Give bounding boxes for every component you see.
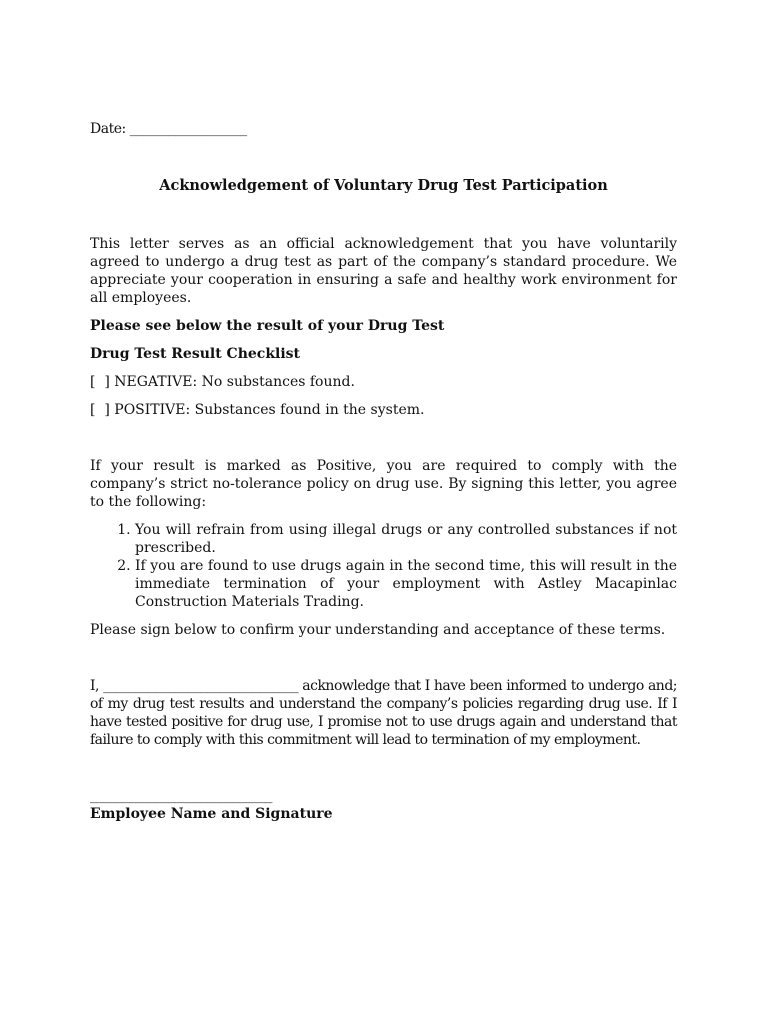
term-item-termination: 2. If you are found to use drugs again in the second time, this will result in the immediate termination of your employment with Astley Macapinlac Construction Materials Trading. [135, 557, 677, 611]
signature-line: ____________________________ [90, 788, 272, 804]
letter-body [90, 120, 677, 823]
positive-paragraph: If your result is marked as Positive, you are required to comply with the company’s strict no-tolerance policy on drug use. By signing this letter, you agree to the following: [90, 458, 677, 510]
result-heading: Please see below the result of your Drug Test [90, 318, 445, 334]
date-field: Date: __________________ [90, 121, 247, 137]
acknowledgement-paragraph: I, ______________________________ acknowledge that I have been informed to undergo and; of my drug test results and understand the company’s policies regarding drug use. If I have tested positive for drug use, I promise not to use drugs again and understand that failure to comply with this commitment will lead to termination of my employment. [90, 678, 677, 748]
sign-instruction: Please sign below to confirm your understanding and acceptance of these terms. [90, 622, 666, 638]
checklist-heading: Drug Test Result Checklist [90, 346, 300, 362]
signature-label: Employee Name and Signature [90, 806, 333, 822]
checklist-item-positive: [ ] POSITIVE: Substances found in the system. [90, 402, 425, 418]
document-title: Acknowledgement of Voluntary Drug Test Participation [159, 177, 608, 194]
terms-list [90, 521, 677, 611]
intro-paragraph: This letter serves as an official acknowledgement that you have voluntarily agreed to undergo a drug test as part of the company’s standard procedure. We appreciate your cooperation in ensuring a safe and healthy work environment for all employees. [90, 236, 677, 306]
checklist-item-negative: [ ] NEGATIVE: No substances found. [90, 374, 355, 390]
term-item-refrain: 1. You will refrain from using illegal drugs or any controlled substances if not prescribed. [135, 521, 677, 557]
